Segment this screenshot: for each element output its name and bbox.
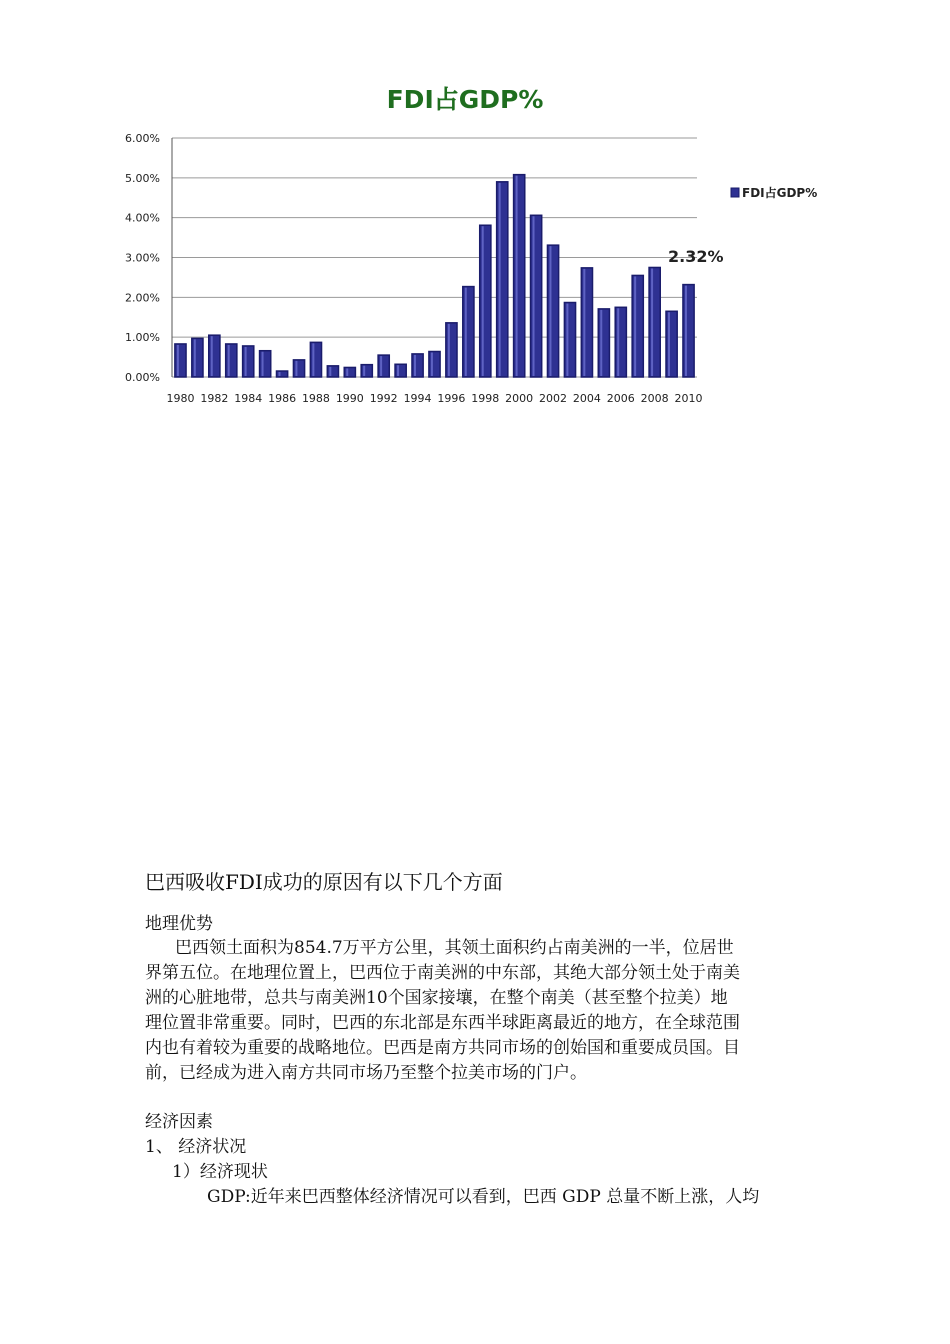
bar-1996 xyxy=(446,323,457,377)
x-tick-label: 1992 xyxy=(369,392,398,405)
bar-1980 xyxy=(175,344,186,377)
bar-highlight xyxy=(617,308,619,376)
bar-1988 xyxy=(310,342,321,377)
bar-highlight xyxy=(685,286,687,376)
x-tick-label: 2008 xyxy=(640,392,669,405)
bar-2003 xyxy=(564,303,575,377)
bar-1995 xyxy=(429,352,440,377)
x-tick-label: 1990 xyxy=(335,392,364,405)
bar-2005 xyxy=(598,309,609,377)
bar-1997 xyxy=(463,287,474,377)
bar-1992 xyxy=(378,355,389,377)
x-tick-label: 2010 xyxy=(674,392,703,405)
bar-highlight xyxy=(194,339,196,376)
bar-1999 xyxy=(497,182,508,377)
bar-highlight xyxy=(414,355,416,376)
bar-1990 xyxy=(344,367,355,377)
bar-1993 xyxy=(395,364,406,377)
bar-2004 xyxy=(581,268,592,377)
list-item-1-1: 1）经济现状 xyxy=(172,1162,268,1182)
bar-highlight xyxy=(651,268,653,376)
bar-highlight xyxy=(448,324,450,376)
bar-1986 xyxy=(276,371,287,377)
bar-1983 xyxy=(226,344,237,377)
paragraph-line: 巴西领土面积为854.7万平方公里，其领土面积约占南美洲的一半，位居世 xyxy=(175,938,734,958)
section2-title: 经济因素 xyxy=(145,1112,213,1132)
section1-title: 地理优势 xyxy=(145,914,213,934)
bar-highlight xyxy=(583,269,585,376)
bar-highlight xyxy=(177,345,179,376)
bar-highlight xyxy=(346,368,348,376)
x-tick-label: 1988 xyxy=(301,392,330,405)
bar-highlight xyxy=(634,276,636,376)
bar-highlight xyxy=(533,216,535,376)
bar-1981 xyxy=(192,338,203,377)
chart-bars xyxy=(175,175,694,377)
paragraph-line: 洲的心脏地带，总共与南美洲10个国家接壤，在整个南美（甚至整个拉美）地 xyxy=(145,988,728,1008)
x-tick-label: 1994 xyxy=(403,392,432,405)
bar-1985 xyxy=(260,351,271,377)
bar-1994 xyxy=(412,354,423,377)
x-tick-label: 1996 xyxy=(437,392,466,405)
bar-highlight xyxy=(312,343,314,376)
x-tick-label: 1984 xyxy=(234,392,263,405)
x-tick-label: 1980 xyxy=(166,392,195,405)
bar-2007 xyxy=(632,275,643,377)
y-tick-label: 1.00% xyxy=(125,331,160,345)
bar-highlight xyxy=(211,336,213,376)
x-tick-label: 1998 xyxy=(471,392,500,405)
bar-highlight xyxy=(245,347,247,376)
bar-2009 xyxy=(666,311,677,377)
bar-highlight xyxy=(363,366,365,376)
bar-1987 xyxy=(293,360,304,377)
section-heading: 巴西吸收FDI成功的原因有以下几个方面 xyxy=(145,870,503,894)
chart-legend xyxy=(731,185,817,200)
bar-highlight xyxy=(482,226,484,376)
y-tick-label: 5.00% xyxy=(125,171,160,185)
x-tick-label: 2000 xyxy=(505,392,534,405)
bar-highlight xyxy=(566,304,568,376)
bar-highlight xyxy=(397,365,399,376)
legend-label: FDI占GDP% xyxy=(742,186,818,200)
bar-highlight xyxy=(600,310,602,376)
bar-2008 xyxy=(649,267,660,377)
bar-2000 xyxy=(514,175,525,377)
paragraph-line: 理位置非常重要。同时，巴西的东北部是东西半球距离最近的地方，在全球范围 xyxy=(145,1013,740,1033)
x-tick-label: 2002 xyxy=(539,392,568,405)
x-axis-ticks xyxy=(166,392,702,405)
bar-2001 xyxy=(531,215,542,377)
bar-highlight xyxy=(228,345,230,376)
bar-highlight xyxy=(516,176,518,376)
bar-highlight xyxy=(431,353,433,376)
x-tick-label: 1986 xyxy=(268,392,297,405)
bar-1998 xyxy=(480,225,491,377)
bar-highlight xyxy=(278,372,280,376)
bar-highlight xyxy=(499,183,501,376)
bar-2010 xyxy=(683,285,694,377)
bar-highlight xyxy=(549,246,551,376)
x-tick-label: 2004 xyxy=(572,392,601,405)
x-tick-label: 1982 xyxy=(200,392,229,405)
bar-1989 xyxy=(327,366,338,377)
bar-1982 xyxy=(209,335,220,377)
y-axis-ticks xyxy=(125,132,160,384)
bar-2002 xyxy=(547,245,558,377)
bar-highlight xyxy=(295,361,297,376)
fdi-gdp-bar-chart xyxy=(0,0,950,420)
bar-highlight xyxy=(380,356,382,376)
bar-highlight xyxy=(465,288,467,376)
paragraph-line: 前，已经成为进入南方共同市场乃至整个拉美市场的门户。 xyxy=(145,1063,587,1083)
paragraph-line: 内也有着较为重要的战略地位。巴西是南方共同市场的创始国和重要成员国。目 xyxy=(145,1038,740,1058)
paragraph-line: GDP:近年来巴西整体经济情况可以看到，巴西 GDP 总量不断上涨，人均 xyxy=(207,1187,760,1207)
y-tick-label: 4.00% xyxy=(125,211,160,225)
chart-title: FDI占GDP% xyxy=(386,85,544,114)
y-tick-label: 2.00% xyxy=(125,291,160,305)
bar-annotation-2010: 2.32% xyxy=(668,247,724,266)
bar-highlight xyxy=(262,352,264,376)
y-tick-label: 3.00% xyxy=(125,251,160,265)
bar-highlight xyxy=(329,367,331,376)
x-tick-label: 2006 xyxy=(606,392,635,405)
legend-swatch xyxy=(731,188,739,197)
list-item-1: 1、 经济状况 xyxy=(145,1137,247,1157)
bar-1984 xyxy=(243,346,254,377)
y-tick-label: 0.00% xyxy=(125,371,160,384)
paragraph-line: 界第五位。在地理位置上，巴西位于南美洲的中东部，其绝大部分领土处于南美 xyxy=(145,963,740,983)
bar-2006 xyxy=(615,307,626,377)
bar-highlight xyxy=(668,312,670,376)
y-tick-label: 6.00% xyxy=(125,132,160,145)
bar-1991 xyxy=(361,365,372,377)
